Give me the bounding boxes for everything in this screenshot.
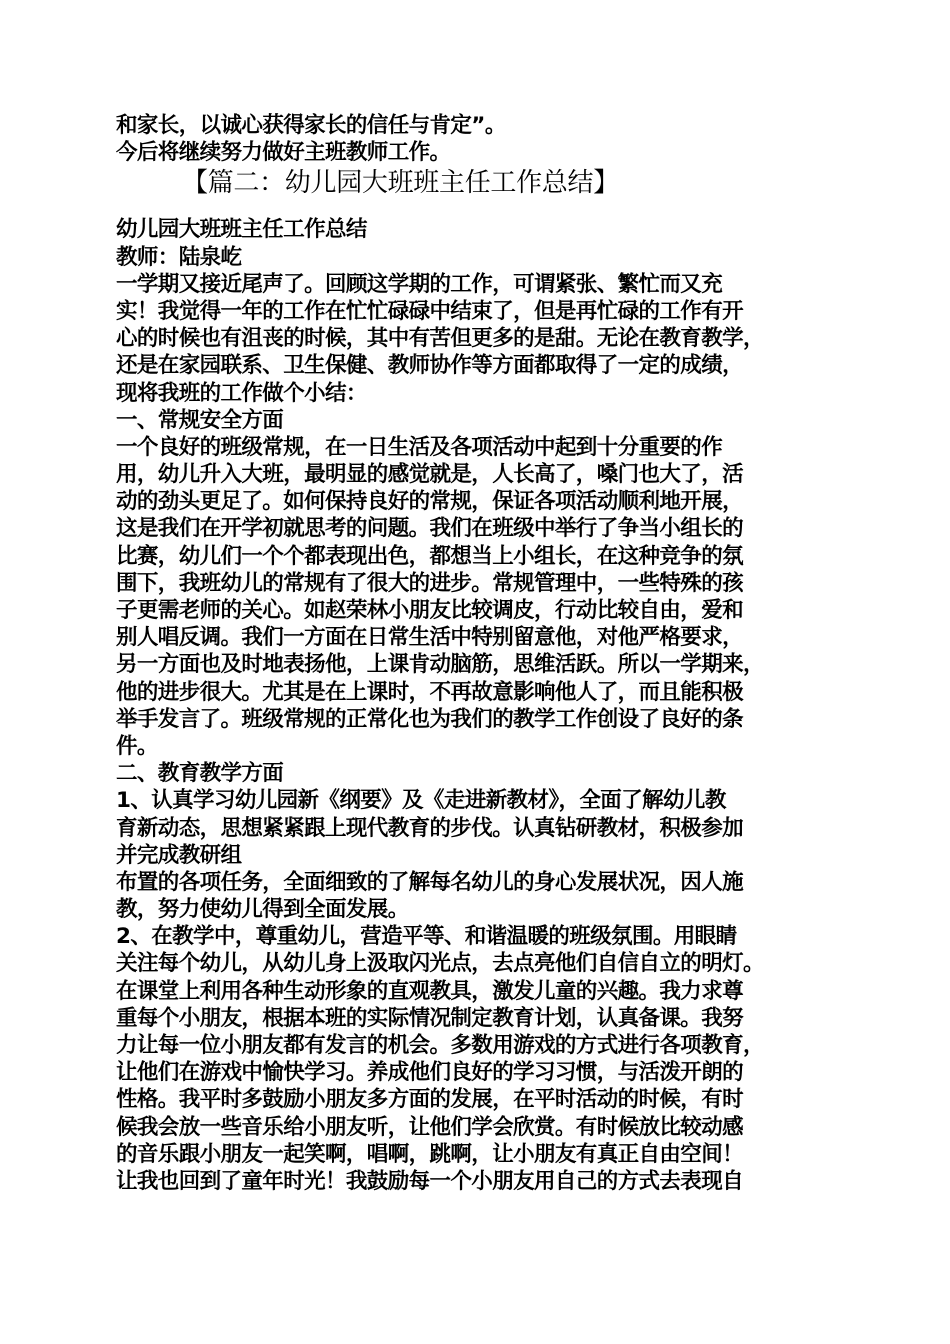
text-line: 另一方面也及时地表扬他，上课肯动脑筋，思维活跃。所以一学期来，	[116, 652, 764, 678]
text-line: 他的进步很大。尤其是在上课时，不再故意影响他人了，而且能积极	[116, 679, 744, 705]
text-line: 的音乐跟小朋友一起笑啊，唱啊，跳啊，让小朋友有真正自由空间！	[116, 1141, 744, 1167]
text-line: 关注每个幼儿，从幼儿身上汲取闪光点，去点亮他们自信自立的明灯。	[116, 951, 764, 977]
text-line: 还是在家园联系、卫生保健、教师协作等方面都取得了一定的成绩，	[116, 353, 744, 379]
intro-line: 今后将继续努力做好主班教师工作。	[116, 140, 451, 166]
text-line: 子更需老师的关心。如赵荣林小朋友比较调皮，行动比较自由，爱和	[116, 598, 744, 623]
text-line: 举手发言了。班级常规的正常化也为我们的教学工作创设了良好的条	[116, 706, 744, 732]
intro-line: 和家长，以诚心获得家长的信任与肯定”。	[116, 113, 506, 138]
text-line: 幼儿园大班班主任工作总结	[116, 217, 367, 243]
text-line: 件。	[116, 733, 158, 759]
text-line: 1、认真学习幼儿园新《纲要》及《走进新教材》，全面了解幼儿教	[116, 788, 726, 814]
text-line: 围下，我班幼儿的常规有了很大的进步。常规管理中，一些特殊的孩	[116, 570, 744, 596]
text-line: 让我也回到了童年时光！我鼓励每一个小朋友用自己的方式去表现自	[116, 1168, 744, 1194]
body-text	[116, 216, 842, 1195]
text-line: 用，幼儿升入大班，最明显的感觉就是，人长高了，嗓门也大了，活	[116, 462, 744, 488]
text-line: 在课堂上利用各种生动形象的直观教具，激发儿童的兴趣。我力求尊	[116, 978, 744, 1004]
text-line: 现将我班的工作做个小结：	[116, 380, 367, 406]
text-line: 比赛，幼儿们一个个都表现出色，都想当上小组长，在这种竞争的氛	[116, 543, 744, 569]
text-line: 实！我觉得一年的工作在忙忙碌碌中结束了，但是再忙碌的工作有开	[116, 298, 744, 324]
text-line: 育新动态，思想紧紧跟上现代教育的步伐。认真钻研教材，积极参加	[116, 815, 744, 841]
text-line: 性格。我平时多鼓励小朋友多方面的发展，在平时活动的时候，有时	[116, 1087, 744, 1113]
text-line: 心的时候也有沮丧的时候，其中有苦但更多的是甜。无论在教育教学，	[116, 326, 764, 352]
text-line: 一个良好的班级常规，在一日生活及各项活动中起到十分重要的作	[116, 434, 723, 460]
section-title: 【篇二：幼儿园大班班主任工作总结】	[182, 168, 619, 199]
text-line: 并完成教研组	[116, 842, 242, 868]
text-line: 一学期又接近尾声了。回顾这学期的工作，可谓紧张、繁忙而又充	[116, 271, 723, 297]
text-line: 布置的各项任务，全面细致的了解每名幼儿的身心发展状况，因人施	[116, 869, 744, 895]
text-line: 教，努力使幼儿得到全面发展。	[116, 897, 409, 923]
text-line: 动的劲头更足了。如何保持良好的常规，保证各项活动顺利地开展，	[116, 489, 744, 515]
text-line: 二、教育教学方面	[116, 761, 284, 787]
text-line: 候我会放一些音乐给小朋友听，让他们学会欣赏。有时候放比较动感	[116, 1114, 744, 1140]
text-line: 别人唱反调。我们一方面在日常生活中特别留意他，对他严格要求，	[116, 625, 744, 651]
text-line: 教师：陆泉屹	[116, 244, 242, 270]
text-line: 让他们在游戏中愉快学习。养成他们良好的学习习惯，与活泼开朗的	[116, 1060, 744, 1086]
text-line: 重每个小朋友，根据本班的实际情况制定教育计划，认真备课。我努	[116, 1005, 744, 1031]
text-line: 2、在教学中，尊重幼儿，营造平等、和谐温暖的班级氛围。用眼睛	[116, 924, 737, 950]
text-line: 力让每一位小朋友都有发言的机会。多数用游戏的方式进行各项教育，	[116, 1033, 764, 1058]
document-page	[116, 112, 842, 1195]
text-line: 这是我们在开学初就思考的问题。我们在班级中举行了争当小组长的	[116, 516, 744, 542]
text-line: 一、常规安全方面	[116, 407, 284, 433]
